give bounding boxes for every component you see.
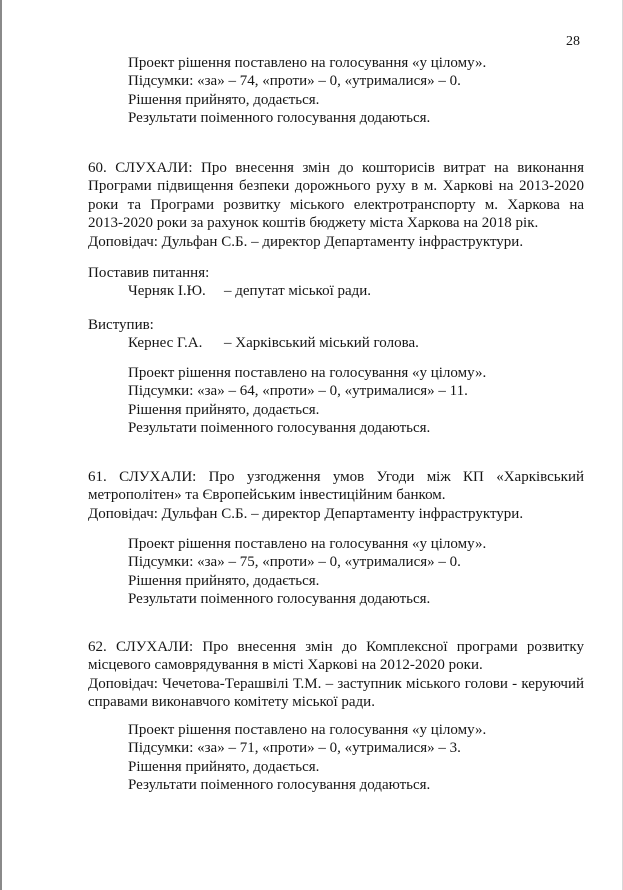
questioner-role: – депутат міської ради. — [224, 283, 372, 299]
speakers-label: Виступив: — [88, 317, 154, 333]
vote-result-block — [128, 364, 548, 438]
item-heading-line: 61. СЛУХАЛИ: Про узгодження умов Угоди між КП «Харківський — [88, 469, 584, 485]
item-heading-line: 60. СЛУХАЛИ: Про внесення змін до кошторисів витрат на виконання — [88, 160, 584, 176]
vote-result-line: Результати поіменного голосування додаються. — [128, 591, 431, 608]
page-number: 28 — [566, 34, 580, 49]
item-text-line: метрополітен» та Європейським інвестиційним банком. — [88, 487, 446, 504]
vote-result-line: Рішення прийнято, додається. — [128, 401, 320, 418]
agenda-item-61 — [88, 468, 584, 523]
scan-left-edge — [0, 0, 2, 890]
vote-result-line: Результати поіменного голосування додаються. — [128, 110, 431, 127]
question-label: Поставив питання: — [88, 265, 210, 281]
speaker-role: – Харківський міський голова. — [224, 335, 419, 351]
item-reporter-line: Доповідач: Чечетова-Терашвілі Т.М. – заступник міського голови - керуючий — [88, 675, 584, 692]
item-text-line: 2013-2020 роки за рахунок коштів бюджету міста Харкова на 2018 рік. — [88, 215, 539, 232]
item-text-line: роки та Програми розвитку міського електротранспорту м. Харкова на — [88, 196, 584, 213]
vote-result-line: Підсумки: «за» – 64, «проти» – 0, «утрималися» – 11. — [128, 383, 468, 400]
item-heading-line: 62. СЛУХАЛИ: Про внесення змін до Комплексної програми розвитку — [88, 639, 584, 655]
vote-result-line: Підсумки: «за» – 74, «проти» – 0, «утрималися» – 0. — [128, 73, 461, 90]
vote-result-line: Рішення прийнято, додається. — [128, 91, 320, 108]
vote-result-line: Проект рішення поставлено на голосування «у цілому». — [128, 365, 487, 381]
vote-result-line: Рішення прийнято, додається. — [128, 758, 320, 775]
item-reporter-line: Доповідач: Дульфан С.Б. – директор Департаменту інфраструктури. — [88, 233, 524, 250]
questioner-row — [128, 282, 548, 300]
vote-result-line: Проект рішення поставлено на голосування «у цілому». — [128, 722, 487, 738]
agenda-item-60 — [88, 159, 584, 251]
vote-result-line: Проект рішення поставлено на голосування «у цілому». — [128, 55, 487, 71]
item-reporter-line: Доповідач: Дульфан С.Б. – директор Департаменту інфраструктури. — [88, 505, 524, 522]
vote-result-line: Підсумки: «за» – 71, «проти» – 0, «утрималися» – 3. — [128, 740, 461, 757]
vote-result-line: Проект рішення поставлено на голосування «у цілому». — [128, 536, 487, 552]
item-text-line: місцевого самоврядування в місті Харкові на 2012-2020 роки. — [88, 657, 483, 674]
speaker-name: Кернес Г.А. — [128, 335, 203, 351]
vote-result-line: Підсумки: «за» – 75, «проти» – 0, «утрималися» – 0. — [128, 554, 461, 571]
vote-result-block — [128, 721, 548, 795]
item-text-line: Програми підвищення безпеки дорожнього руху в м. Харкові на 2013-2020 — [88, 178, 584, 195]
questioner-name: Черняк І.Ю. — [128, 283, 206, 299]
vote-result-line: Результати поіменного голосування додаються. — [128, 420, 431, 437]
speaker-row — [128, 334, 548, 352]
vote-result-line: Результати поіменного голосування додаються. — [128, 777, 431, 794]
vote-result-block — [128, 535, 548, 609]
vote-result-block — [128, 54, 548, 128]
item-text-line: справами виконавчого комітету міської ради. — [88, 694, 375, 711]
vote-result-line: Рішення прийнято, додається. — [128, 572, 320, 589]
agenda-item-62 — [88, 638, 584, 712]
